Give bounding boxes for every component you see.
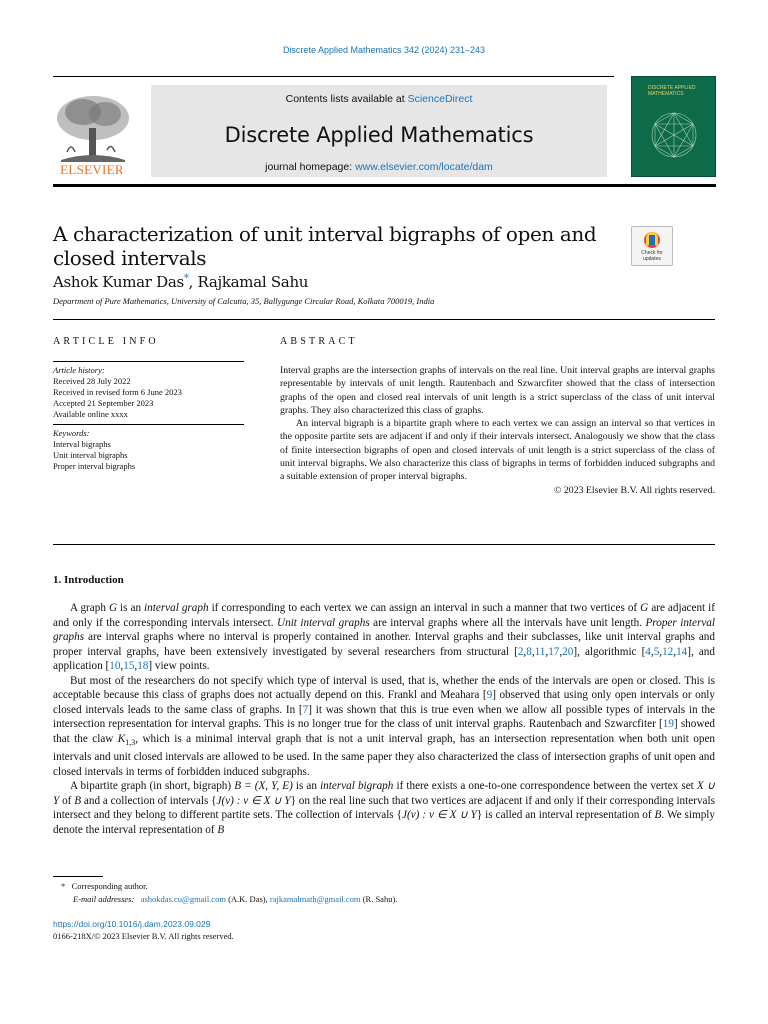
header-thick-rule [53, 184, 716, 187]
email-label: E-mail addresses: [73, 893, 135, 904]
intro-paragraph: A bipartite graph (in short, bigraph) B = (X, Y, E) is an interval bigraph if there exists a one-to-one correspondence between the vertex set X ∪ Y of B and a collection of intervals {J(v) : v ∈ X ∪ Y} on the real line such that two vertices are adjacent if and only if their corresponding intervals intersect and they belong to different partite sets. The collection of intervals {J(v) : v ∈ X ∪ Y} is called an interval representation of B. We simply denote the interval representation of B [53, 780, 715, 836]
footnotes [53, 880, 397, 905]
email-link[interactable]: ashokdas.cu@gmail.com [140, 893, 226, 904]
contents-prefix: Contents lists available at [285, 93, 408, 105]
journal-reference[interactable]: Discrete Applied Mathematics 342 (2024) 231–243 [282, 45, 486, 55]
footnote-rule [53, 876, 103, 877]
citation-link[interactable]: 9 [486, 689, 493, 701]
author-name: Ashok Kumar Das [53, 273, 184, 291]
footnote-corresponding: * Corresponding author. [61, 881, 148, 891]
citation-link[interactable]: 17 [548, 645, 560, 658]
elsevier-wordmark: ELSEVIER [60, 162, 124, 177]
header-rule [53, 76, 614, 77]
homepage-prefix: journal homepage: [265, 161, 356, 173]
affiliation: Department of Pure Mathematics, University of Calcutta, 35, Ballygunge Circular Road, Kolkata 700019, India [53, 296, 435, 306]
journal-title: Discrete Applied Mathematics [224, 123, 534, 147]
abstract-paragraph: Interval graphs are the intersection graphs of intervals on the real line. Unit interval graphs are interval graphs representable by intervals of unit length. Rautenbach and Szwarcfiter showed that the class of intersection graphs of the open and closed real intervals of unit length is a strict superclass of the class of unit interval graphs. They also characterized this class of graphs. [280, 365, 715, 416]
crossmark-label: Check for updates [641, 250, 663, 262]
homepage-line [151, 161, 607, 173]
footnote-mark: * [61, 881, 66, 891]
copyright-notice: © 2023 Elsevier B.V. All rights reserved. [554, 484, 715, 496]
author-list [53, 273, 308, 291]
keyword: Interval bigraphs [53, 439, 111, 449]
contents-line [151, 93, 607, 105]
info-rule [53, 424, 244, 425]
citation-link[interactable]: 18 [137, 660, 149, 672]
info-rule [53, 361, 244, 362]
citation-link[interactable]: 7 [302, 703, 309, 716]
cover-title: DISCRETE APPLIED MATHEMATICS [648, 85, 696, 97]
history-entry: Received 28 July 2022 [53, 376, 131, 386]
author-name: , Rajkamal Sahu [188, 273, 309, 291]
keyword: Proper interval bigraphs [53, 461, 136, 471]
journal-banner [151, 85, 607, 177]
citation-link[interactable]: 4 [645, 645, 651, 658]
citation-link[interactable]: 15 [123, 660, 135, 672]
homepage-link[interactable]: www.elsevier.com/locate/dam [355, 161, 493, 173]
intro-paragraph: A graph G is an interval graph if corresponding to each vertex we can assign an interval in such a manner that two vertices of G are adjacent if and only if the corresponding intervals intersect. Unit interval graphs are interval graphs where all the intervals have unit length. Proper interval graphs are interval graphs where no interval is properly contained in another. Interval graphs and their subclasses, like unit interval graphs and proper interval graphs, have been extensively investigated by several researchers from structural [2,8,11,17,20], algorithmic [4,5,12,14], and application [10,15,18] view points. [53, 602, 716, 672]
email-link[interactable]: rajkamalmath@gmail.com [269, 893, 361, 904]
abstract [280, 364, 715, 497]
paper-title: A characterization of unit interval bigraphs of open and closed intervals [53, 222, 597, 270]
citation-link[interactable]: 12 [662, 645, 674, 658]
check-for-updates-badge[interactable] [631, 226, 673, 266]
citation-link[interactable]: 8 [526, 645, 532, 658]
crossmark-icon [632, 229, 672, 251]
citation-link[interactable]: 11 [534, 645, 546, 658]
keyword: Unit interval bigraphs [53, 450, 128, 460]
section-rule [53, 319, 715, 320]
journal-cover-thumbnail[interactable] [631, 76, 716, 177]
introduction-body [53, 601, 715, 837]
sciencedirect-link[interactable]: ScienceDirect [407, 93, 473, 105]
citation-link[interactable]: 14 [676, 645, 688, 658]
citation-link[interactable]: 10 [109, 660, 121, 672]
abstract-heading: ABSTRACT [280, 336, 358, 347]
history-entry: Received in revised form 6 June 2023 [53, 387, 182, 397]
history-entry: Available online xxxx [53, 409, 128, 419]
section-rule [53, 544, 715, 545]
doi-link[interactable]: https://doi.org/10.1016/j.dam.2023.09.029 [53, 919, 211, 929]
intro-paragraph: But most of the researchers do not specify which type of interval is used, that is, whether the ends of the intervals are open or closed. This is acceptable because this class of graphs does not actually depend on this. Frankl and Meahara [9] observed that using only open intervals or only closed intervals leads to the same class of graphs. In [7] it was shown that this is true even when we allow all possible types of intervals in the intersection representation for interval graphs. This is no longer true for the class of unit interval graphs. Rautenbach and Szwarcfiter [19] showed that the claw $K_{1,3}$, which is a minimal interval graph that is not a unit interval graph, has an intersection representation when both unit open intervals and unit closed intervals are allowed to be used. In the same paper they also characterized the class of intersection graphs of unit open and closed intervals in terms of forbidden induced subgraphs. [53, 674, 716, 778]
keywords-label: Keywords: [53, 428, 90, 438]
corresponding-author-mark[interactable]: * [183, 273, 189, 284]
citation-link[interactable]: 5 [653, 645, 660, 658]
citation-link[interactable]: 19 [662, 718, 674, 730]
article-info [53, 361, 244, 472]
history-entry: Accepted 21 September 2023 [53, 398, 154, 408]
journal-header [53, 76, 716, 186]
section-heading: 1. Introduction [53, 574, 124, 586]
footnote-emails: E-mail addresses: ashokdas.cu@gmail.com (A.K. Das), rajkamalmath@gmail.com (R. Sahu). [73, 893, 398, 904]
cover-graph-art [646, 107, 702, 163]
issn-copyright: 0166-218X/© 2023 Elsevier B.V. All rights reserved. [53, 931, 234, 941]
citation-link[interactable]: 2 [517, 645, 524, 658]
abstract-paragraph: An interval bigraph is a bipartite graph where to each vertex we can assign an interval so that vertices in the opposite partite sets are adjacent if and only if their intervals intersect. Analogously we show that the class of finite intersection bigraphs of open and closed intervals of unit length is a strict superclass of the class of unit interval bigraphs. We also characterize this class of bigraphs in terms of forbidden induced subgraphs and a suitable extension of proper interval bigraphs. [280, 418, 715, 483]
article-info-heading: ARTICLE INFO [53, 336, 159, 347]
history-label: Article history: [53, 365, 105, 375]
citation-link[interactable]: 20 [562, 645, 574, 658]
